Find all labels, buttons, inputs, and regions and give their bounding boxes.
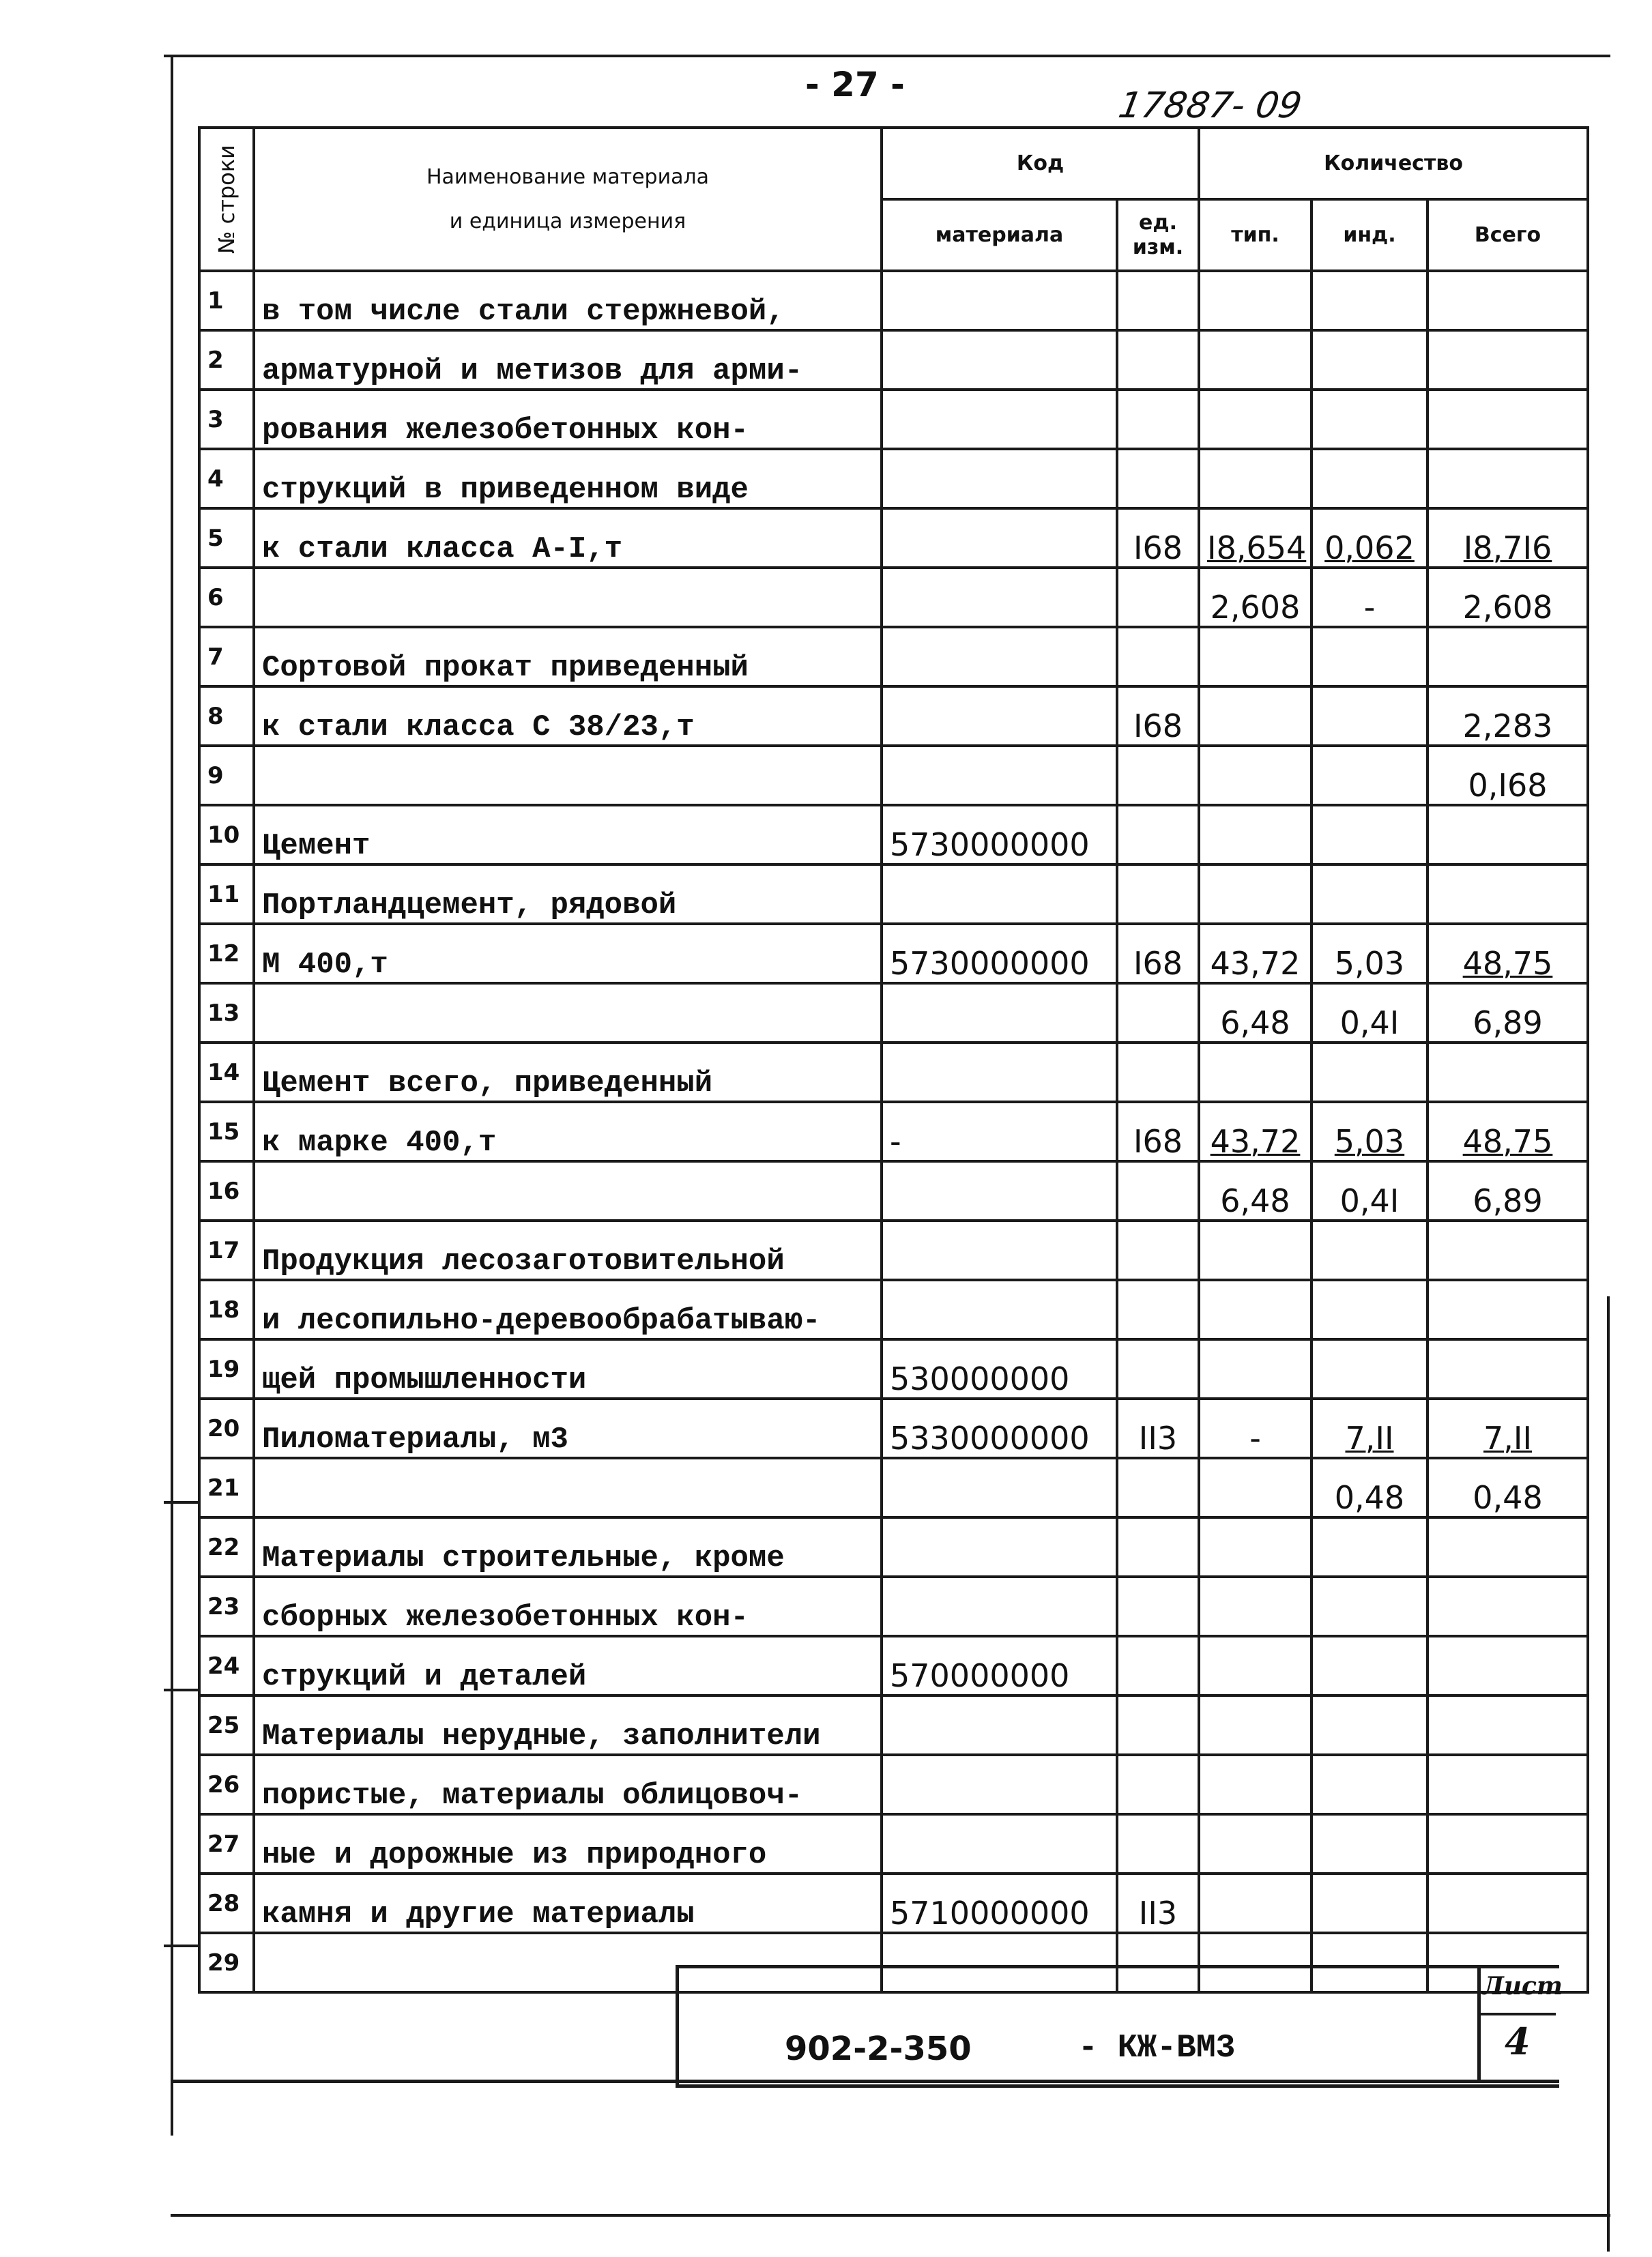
row-number: 20 [199, 1399, 254, 1458]
typical-qty [1199, 271, 1312, 330]
material-name: сборных железобетонных кон- [254, 1577, 882, 1636]
typical-qty [1199, 1755, 1312, 1814]
material-code [882, 864, 1117, 924]
material-name: Материалы нерудные, заполнители [254, 1695, 882, 1755]
unit-code [1117, 864, 1199, 924]
typical-qty [1199, 1814, 1312, 1874]
sheet-number: 4 [1505, 2020, 1531, 2063]
unit-code [1117, 568, 1199, 627]
material-code [882, 1043, 1117, 1102]
individual-qty [1312, 864, 1428, 924]
table-row [199, 1874, 1588, 1933]
material-code: 5730000000 [882, 805, 1117, 864]
row-number: 21 [199, 1458, 254, 1517]
unit-code: I68 [1117, 686, 1199, 746]
sheet-label: Лист [1482, 1972, 1563, 2000]
table-row [199, 1636, 1588, 1695]
material-name: пористые, материалы облицовоч- [254, 1755, 882, 1814]
table-row [199, 746, 1588, 805]
row-number: 4 [199, 449, 254, 508]
typical-qty: 43,72 [1199, 924, 1312, 983]
material-code [882, 746, 1117, 805]
material-code [882, 508, 1117, 568]
material-name: Цемент всего, приведенный [254, 1043, 882, 1102]
row-number: 6 [199, 568, 254, 627]
material-code [882, 1814, 1117, 1874]
total-qty [1428, 1814, 1588, 1874]
individual-qty [1312, 390, 1428, 449]
table-row [199, 983, 1588, 1043]
page-bottom-line [171, 2214, 1610, 2217]
table-row [199, 1458, 1588, 1517]
typical-qty [1199, 864, 1312, 924]
material-code: - [882, 1102, 1117, 1161]
row-number: 28 [199, 1874, 254, 1933]
material-code: 530000000 [882, 1339, 1117, 1399]
row-number: 9 [199, 746, 254, 805]
row-number: 16 [199, 1161, 254, 1221]
unit-code [1117, 746, 1199, 805]
total-qty: I8,7I6 [1428, 508, 1588, 568]
total-qty [1428, 1221, 1588, 1280]
unit-code: I68 [1117, 508, 1199, 568]
individual-qty: 0,062 [1312, 508, 1428, 568]
unit-code: I68 [1117, 1102, 1199, 1161]
unit-header: ед. изм. [1117, 199, 1199, 271]
row-number: 27 [199, 1814, 254, 1874]
material-code: 5730000000 [882, 924, 1117, 983]
individual-qty [1312, 1814, 1428, 1874]
document-number: 17887- 09 [1115, 85, 1305, 126]
row-number: 13 [199, 983, 254, 1043]
individual-qty: 0,4I [1312, 1161, 1428, 1221]
total-qty [1428, 449, 1588, 508]
typical-qty: 2,608 [1199, 568, 1312, 627]
unit-code [1117, 271, 1199, 330]
total-qty [1428, 1577, 1588, 1636]
table-row [199, 627, 1588, 686]
total-qty [1428, 1517, 1588, 1577]
total-qty: 6,89 [1428, 1161, 1588, 1221]
total-qty [1428, 805, 1588, 864]
table-row [199, 508, 1588, 568]
material-code [882, 1577, 1117, 1636]
typical-qty [1199, 805, 1312, 864]
total-qty: 6,89 [1428, 983, 1588, 1043]
row-number: 23 [199, 1577, 254, 1636]
row-number: 19 [199, 1339, 254, 1399]
table-row [199, 1695, 1588, 1755]
material-name: к марке 400,т [254, 1102, 882, 1161]
unit-code [1117, 330, 1199, 390]
material-code [882, 1517, 1117, 1577]
typical-qty [1199, 686, 1312, 746]
typical-qty-header: тип. [1199, 199, 1312, 271]
table-row [199, 1339, 1588, 1399]
individual-qty [1312, 627, 1428, 686]
material-name: в том числе стали стержневой, [254, 271, 882, 330]
material-name [254, 1458, 882, 1517]
material-code [882, 983, 1117, 1043]
sheet-divider [1477, 2013, 1556, 2015]
individual-qty [1312, 271, 1428, 330]
row-number: 14 [199, 1043, 254, 1102]
material-name: М 400,т [254, 924, 882, 983]
row-number: 8 [199, 686, 254, 746]
material-name: арматурной и метизов для арми- [254, 330, 882, 390]
margin-tick-1 [164, 1501, 198, 1504]
material-code: 5330000000 [882, 1399, 1117, 1458]
unit-code [1117, 1517, 1199, 1577]
total-qty [1428, 390, 1588, 449]
material-name: щей промышленности [254, 1339, 882, 1399]
material-code [882, 1695, 1117, 1755]
row-number: 3 [199, 390, 254, 449]
unit-code [1117, 1755, 1199, 1814]
material-code [882, 330, 1117, 390]
typical-qty [1199, 1874, 1312, 1933]
table-row [199, 1577, 1588, 1636]
row-number: 29 [199, 1933, 254, 1992]
total-qty [1428, 1043, 1588, 1102]
material-name: Сортовой прокат приведенный [254, 627, 882, 686]
typical-qty [1199, 627, 1312, 686]
total-qty [1428, 1339, 1588, 1399]
unit-code [1117, 390, 1199, 449]
individual-qty [1312, 686, 1428, 746]
total-qty [1428, 330, 1588, 390]
material-name: к стали класса С 38/23,т [254, 686, 882, 746]
table-row [199, 924, 1588, 983]
page-number: - 27 - [805, 65, 905, 104]
unit-code [1117, 1636, 1199, 1695]
unit-code: I68 [1117, 924, 1199, 983]
row-number: 12 [199, 924, 254, 983]
unit-code [1117, 983, 1199, 1043]
material-name: струкций и деталей [254, 1636, 882, 1695]
typical-qty: 43,72 [1199, 1102, 1312, 1161]
material-name: к стали класса А-I,т [254, 508, 882, 568]
typical-qty [1199, 330, 1312, 390]
margin-tick-3 [164, 1945, 198, 1947]
individual-qty [1312, 1339, 1428, 1399]
material-name: ные и дорожные из природного [254, 1814, 882, 1874]
material-code: 5710000000 [882, 1874, 1117, 1933]
typical-qty [1199, 390, 1312, 449]
table-row [199, 1399, 1588, 1458]
unit-code [1117, 1695, 1199, 1755]
typical-qty: I8,654 [1199, 508, 1312, 568]
individual-qty [1312, 1221, 1428, 1280]
total-qty: 2,283 [1428, 686, 1588, 746]
row-number: 5 [199, 508, 254, 568]
materials-table [198, 126, 1589, 1994]
row-number: 26 [199, 1755, 254, 1814]
table-row [199, 1102, 1588, 1161]
row-number: 22 [199, 1517, 254, 1577]
unit-code [1117, 1814, 1199, 1874]
material-name [254, 568, 882, 627]
material-code [882, 686, 1117, 746]
typical-qty: 6,48 [1199, 1161, 1312, 1221]
row-number: 24 [199, 1636, 254, 1695]
unit-code [1117, 1161, 1199, 1221]
material-code [882, 1161, 1117, 1221]
individual-qty [1312, 1695, 1428, 1755]
row-number: 10 [199, 805, 254, 864]
total-qty [1428, 1280, 1588, 1339]
material-code [882, 1280, 1117, 1339]
material-code [882, 1458, 1117, 1517]
table-body [199, 271, 1588, 1992]
unit-code [1117, 1577, 1199, 1636]
individual-qty: 0,4I [1312, 983, 1428, 1043]
row-number: 18 [199, 1280, 254, 1339]
table-row [199, 1280, 1588, 1339]
unit-code [1117, 1458, 1199, 1517]
material-name: струкций в приведенном виде [254, 449, 882, 508]
material-code [882, 449, 1117, 508]
total-qty [1428, 1755, 1588, 1814]
total-qty: 48,75 [1428, 924, 1588, 983]
material-name: Материалы строительные, кроме [254, 1517, 882, 1577]
table-row [199, 1221, 1588, 1280]
typical-qty: - [1199, 1399, 1312, 1458]
frame-right-line [1607, 1296, 1610, 2252]
material-code: 570000000 [882, 1636, 1117, 1695]
typical-qty [1199, 1280, 1312, 1339]
row-number: 15 [199, 1102, 254, 1161]
individual-qty-header: инд. [1312, 199, 1428, 271]
table-row [199, 864, 1588, 924]
material-code [882, 627, 1117, 686]
unit-code [1117, 1221, 1199, 1280]
individual-qty [1312, 1874, 1428, 1933]
typical-qty [1199, 1339, 1312, 1399]
unit-code [1117, 1043, 1199, 1102]
table-row [199, 805, 1588, 864]
total-qty [1428, 627, 1588, 686]
row-number: 2 [199, 330, 254, 390]
individual-qty [1312, 1280, 1428, 1339]
code-group-header: Код [882, 128, 1199, 199]
total-qty: 7,II [1428, 1399, 1588, 1458]
total-qty [1428, 271, 1588, 330]
quantity-group-header: Количество [1199, 128, 1588, 199]
table-row [199, 1043, 1588, 1102]
individual-qty: 5,03 [1312, 1102, 1428, 1161]
total-qty [1428, 864, 1588, 924]
material-code [882, 1755, 1117, 1814]
individual-qty [1312, 805, 1428, 864]
total-qty [1428, 1874, 1588, 1933]
material-name: камня и другие материалы [254, 1874, 882, 1933]
row-number: 25 [199, 1695, 254, 1755]
unit-code [1117, 1339, 1199, 1399]
total-qty: 48,75 [1428, 1102, 1588, 1161]
material-name [254, 983, 882, 1043]
total-qty-header: Всего [1428, 199, 1588, 271]
project-suffix: - КЖ-ВМ3 [1078, 2030, 1236, 2067]
individual-qty: 5,03 [1312, 924, 1428, 983]
material-code [882, 271, 1117, 330]
table-row [199, 449, 1588, 508]
individual-qty: - [1312, 568, 1428, 627]
total-qty: 2,608 [1428, 568, 1588, 627]
table-row [199, 271, 1588, 330]
frame-left-line [171, 55, 173, 2136]
typical-qty [1199, 1458, 1312, 1517]
unit-code [1117, 805, 1199, 864]
unit-code: II3 [1117, 1874, 1199, 1933]
frame-top-line [164, 55, 1610, 57]
unit-code: II3 [1117, 1399, 1199, 1458]
row-number: 7 [199, 627, 254, 686]
project-code: 902-2-350 [785, 2030, 972, 2068]
material-code [882, 390, 1117, 449]
table-row [199, 568, 1588, 627]
individual-qty: 0,48 [1312, 1458, 1428, 1517]
row-number-header: № строки [199, 128, 254, 271]
table-row [199, 686, 1588, 746]
total-qty: 0,48 [1428, 1458, 1588, 1517]
typical-qty [1199, 746, 1312, 805]
individual-qty: 7,II [1312, 1399, 1428, 1458]
individual-qty [1312, 449, 1428, 508]
material-code-header: материала [882, 199, 1117, 271]
table-row [199, 390, 1588, 449]
row-number: 1 [199, 271, 254, 330]
table-row [199, 1517, 1588, 1577]
row-number: 17 [199, 1221, 254, 1280]
individual-qty [1312, 1577, 1428, 1636]
margin-tick-2 [164, 1689, 198, 1691]
table-row [199, 1161, 1588, 1221]
table-row [199, 330, 1588, 390]
material-name: рования железобетонных кон- [254, 390, 882, 449]
unit-code [1117, 1280, 1199, 1339]
material-name: и лесопильно-деревообрабатываю- [254, 1280, 882, 1339]
table-row [199, 1755, 1588, 1814]
material-name: Портландцемент, рядовой [254, 864, 882, 924]
typical-qty [1199, 1043, 1312, 1102]
typical-qty [1199, 1577, 1312, 1636]
material-name: Пиломатериалы, м3 [254, 1399, 882, 1458]
typical-qty [1199, 1517, 1312, 1577]
material-name [254, 746, 882, 805]
unit-code [1117, 449, 1199, 508]
material-name: Цемент [254, 805, 882, 864]
total-qty: 0,I68 [1428, 746, 1588, 805]
individual-qty [1312, 1043, 1428, 1102]
unit-code [1117, 627, 1199, 686]
material-code [882, 1221, 1117, 1280]
individual-qty [1312, 330, 1428, 390]
typical-qty [1199, 449, 1312, 508]
total-qty [1428, 1695, 1588, 1755]
material-name [254, 1161, 882, 1221]
individual-qty [1312, 1636, 1428, 1695]
individual-qty [1312, 746, 1428, 805]
material-code [882, 568, 1117, 627]
typical-qty [1199, 1636, 1312, 1695]
total-qty [1428, 1636, 1588, 1695]
typical-qty [1199, 1695, 1312, 1755]
typical-qty [1199, 1221, 1312, 1280]
table-row [199, 1814, 1588, 1874]
material-name: Продукция лесозаготовительной [254, 1221, 882, 1280]
individual-qty [1312, 1755, 1428, 1814]
material-name-header: Наименование материала и единица измерения [254, 128, 882, 271]
typical-qty: 6,48 [1199, 983, 1312, 1043]
row-number: 11 [199, 864, 254, 924]
individual-qty [1312, 1517, 1428, 1577]
title-block [676, 1965, 1559, 2088]
